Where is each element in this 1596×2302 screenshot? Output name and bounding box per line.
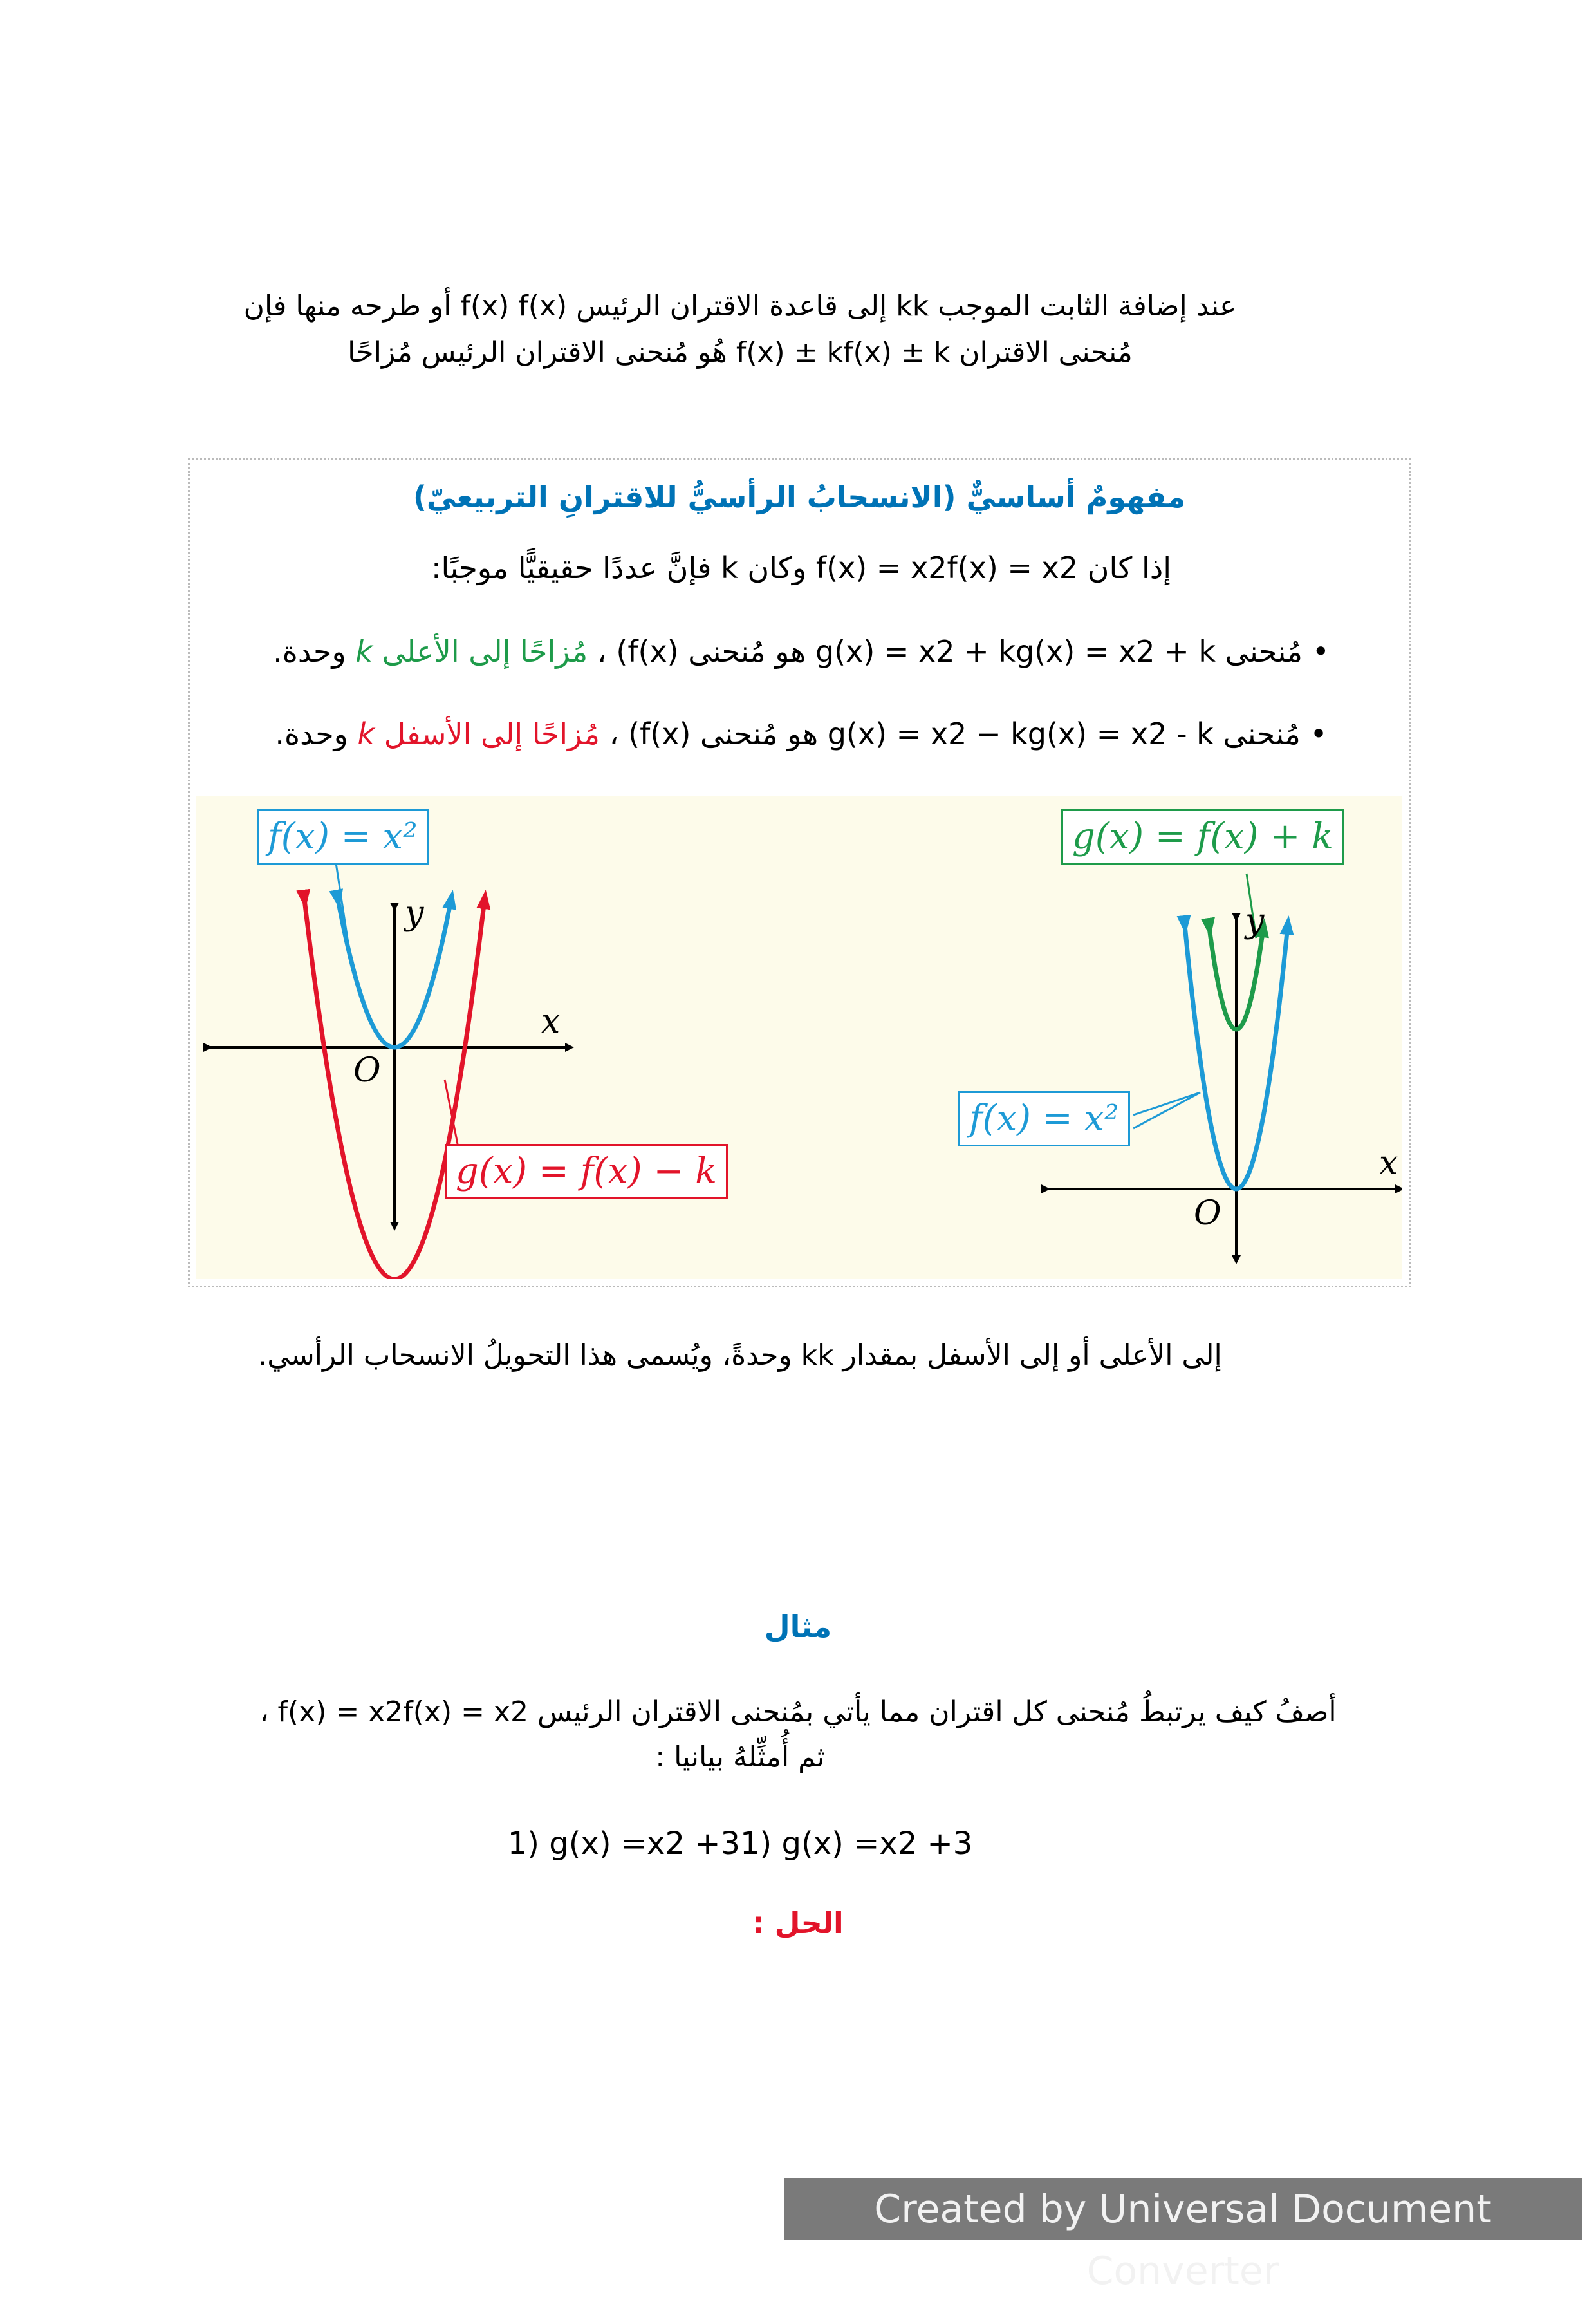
rule-down-end: وحدة. (275, 716, 348, 751)
rule-up-start: مُنحنى g(x) = x2 + kg(x) = x2 + k هو مُنحنى f(x)) ، (588, 634, 1303, 669)
right-x-axis-label: x (1379, 1144, 1398, 1183)
solution-title: الحل : (752, 1905, 844, 1940)
watermark-banner: Created by Universal Document Converter (784, 2178, 1582, 2240)
left-origin-label: O (353, 1051, 381, 1090)
intro-line-2: مُنحنى الاقتران f(x) ± kf(x) ± k هُو مُنحنى الاقتران الرئيس مُزاحًا (348, 336, 1133, 369)
example-title: مثال (764, 1609, 832, 1644)
left-y-axis-label: y (405, 894, 424, 933)
rule-up-shift: مُزاحًا إلى الأعلى (382, 634, 588, 669)
left-graph (208, 850, 570, 1279)
rule-shift-up (228, 634, 1374, 669)
bullet: • (1312, 634, 1330, 669)
key-concept-box (188, 458, 1411, 1287)
right-graph (1046, 874, 1400, 1260)
rule-down-shift: مُزاحًا إلى الأسفل (384, 716, 600, 751)
right-shifted-label: g(x) = f(x) + k (1061, 809, 1344, 865)
right-parent-pointer (1133, 1092, 1200, 1115)
rule-down-start: مُنحنى g(x) = x2 − kg(x) = x2 - k هو مُنحنى f(x)) ، (600, 716, 1301, 751)
graphs-svg (196, 796, 1402, 1279)
key-concept-title: مفهومٌ أساسيٌّ (الانسحابُ الرأسيُّ للاقترانِ التربيعيّ) (413, 480, 1186, 514)
rule-shift-down (228, 716, 1374, 751)
rule-down-k: k (357, 716, 375, 751)
left-parent-label: f(x) = x² (257, 809, 429, 865)
intro-line-1: عند إضافة الثابت الموجب kk إلى قاعدة الاقتران الرئيس f(x) f(x) أو طرحه منها فإن (243, 290, 1237, 323)
right-y-axis-label: y (1245, 902, 1265, 940)
rule-up-end: وحدة. (273, 634, 346, 669)
after-box-text: إلى الأعلى أو إلى الأسفل بمقدار kk وحدةً، ويُسمى هذا التحويلُ الانسحاب الرأسي. (258, 1339, 1222, 1372)
right-origin-label: O (1194, 1194, 1221, 1233)
bullet: • (1310, 716, 1328, 751)
graphs-panel (196, 796, 1402, 1279)
concept-condition: إذا كان f(x) = x2f(x) = x2 وكان k فإنَّ عددًا حقيقيًّا موجبًا: (431, 550, 1172, 585)
rule-up-k: k (355, 634, 373, 669)
left-shifted-label: g(x) = f(x) − k (445, 1144, 728, 1199)
right-parent-label: f(x) = x² (958, 1091, 1130, 1146)
right-parent-pointer-2 (1133, 1092, 1200, 1128)
example-line-1: أصفُ كيف يرتبطُ مُنحنى كل اقتران مما يأتي بمُنحنى الاقتران الرئيس f(x) = x2f(x) = x2 ، (259, 1696, 1337, 1728)
example-item-1: 1) g(x) =x2 +31) g(x) =x2 +3 (507, 1826, 973, 1862)
left-x-axis-label: x (541, 1002, 561, 1041)
example-line-2: ثم أُمثِّلهُ بيانيا : (655, 1741, 825, 1773)
